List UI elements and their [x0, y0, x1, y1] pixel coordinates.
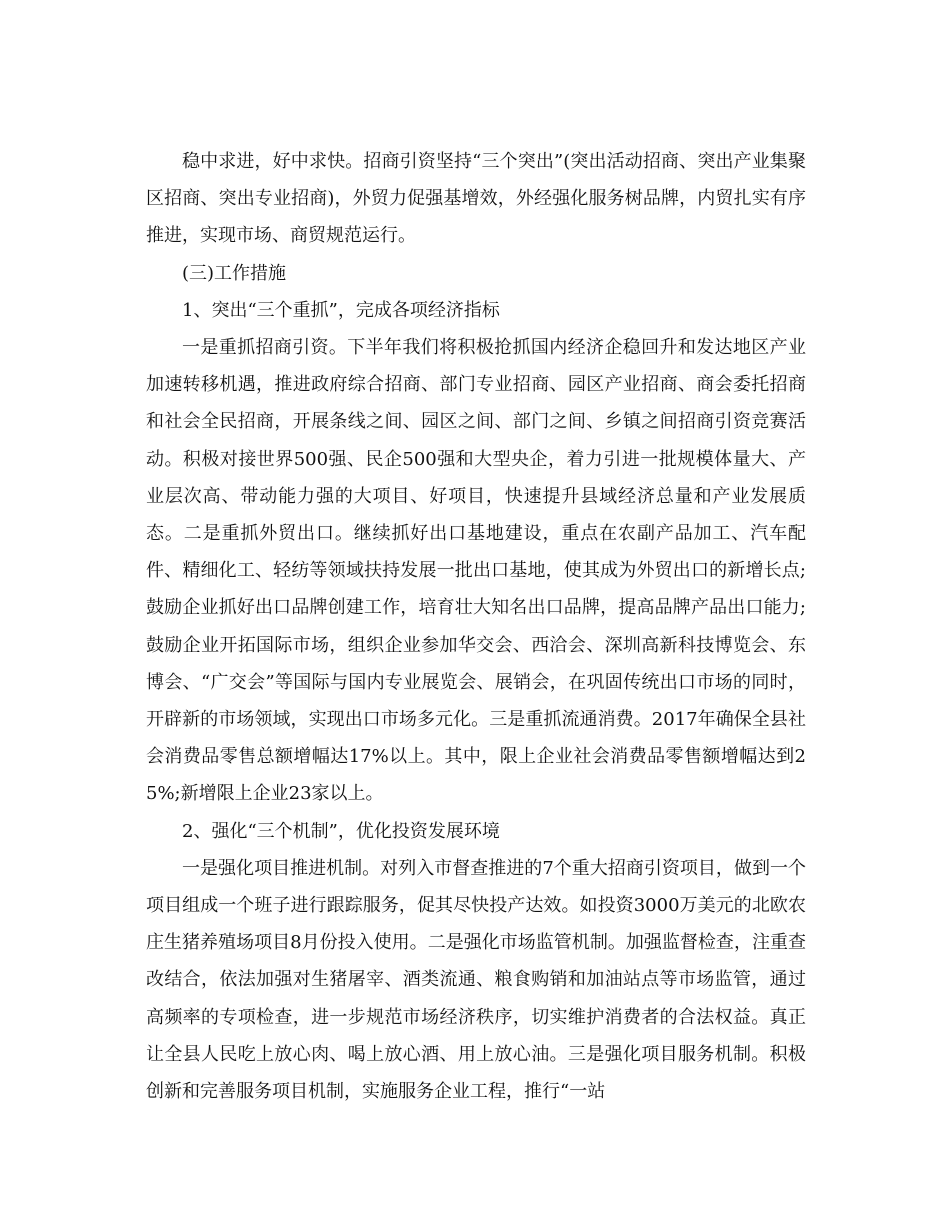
paragraph-intro: 稳中求进，好中求快。招商引资坚持“三个突出”(突出活动招商、突出产业集聚区招商、突出专业招商)，外贸力促强基增效，外经强化服务树品牌，内贸扎实有序推进，实现市场、商贸规范运行。	[146, 151, 806, 247]
paragraph-three-mechanisms: 一是强化项目推进机制。对列入市督查推进的7个重大招商引资项目，做到一个项目组成一个班子进行跟踪服务，促其尽快投产达效。如投资3000万美元的北欧农庄生猪养殖场项目8月份投入使用。二是强化市场监管机制。加强监督检查，注重查改结合，依法加强对生猪屠宰、酒类流通、粮食购销和加油站点等市场监管，通过高频率的专项检查，进一步规范市场经济秩序，切实维护消费者的合法权益。真正让全县人民吃上放心肉、喝上放心酒、用上放心油。三是强化项目服务机制。积极创新和完善服务项目机制，实施服务企业工程，推行“一站	[146, 857, 806, 1103]
document-body	[146, 143, 806, 1110]
subheading-three-mechanisms: 2、强化“三个机制”，优化投资发展环境	[182, 820, 500, 842]
section-heading-measures: (三)工作措施	[182, 262, 287, 284]
subheading-three-focuses: 1、突出“三个重抓”，完成各项经济指标	[182, 299, 500, 321]
paragraph-three-focuses: 一是重抓招商引资。下半年我们将积极抢抓国内经济企稳回升和发达地区产业加速转移机遇，推进政府综合招商、部门专业招商、园区产业招商、商会委托招商和社会全民招商，开展条线之间、园区之间、部门之间、乡镇之间招商引资竞赛活动。积极对接世界500强、民企500强和大型央企，着力引进一批规模体量大、产业层次高、带动能力强的大项目、好项目，快速提升县域经济总量和产业发展质态。二是重抓外贸出口。继续抓好出口基地建设，重点在农副产品加工、汽车配件、精细化工、轻纺等领域扶持发展一批出口基地，使其成为外贸出口的新增长点;鼓励企业抓好出口品牌创建工作，培育壮大知名出口品牌，提高品牌产品出口能力;鼓励企业开拓国际市场，组织企业参加华交会、西洽会、深圳高新科技博览会、东博会、“广交会”等国际与国内专业展览会、展销会，在巩固传统出口市场的同时，开辟新的市场领域，实现出口市场多元化。三是重抓流通消费。2017年确保全县社会消费品零售总额增幅达17%以上。其中，限上企业社会消费品零售额增幅达到25%;新增限上企业23家以上。	[146, 337, 806, 805]
